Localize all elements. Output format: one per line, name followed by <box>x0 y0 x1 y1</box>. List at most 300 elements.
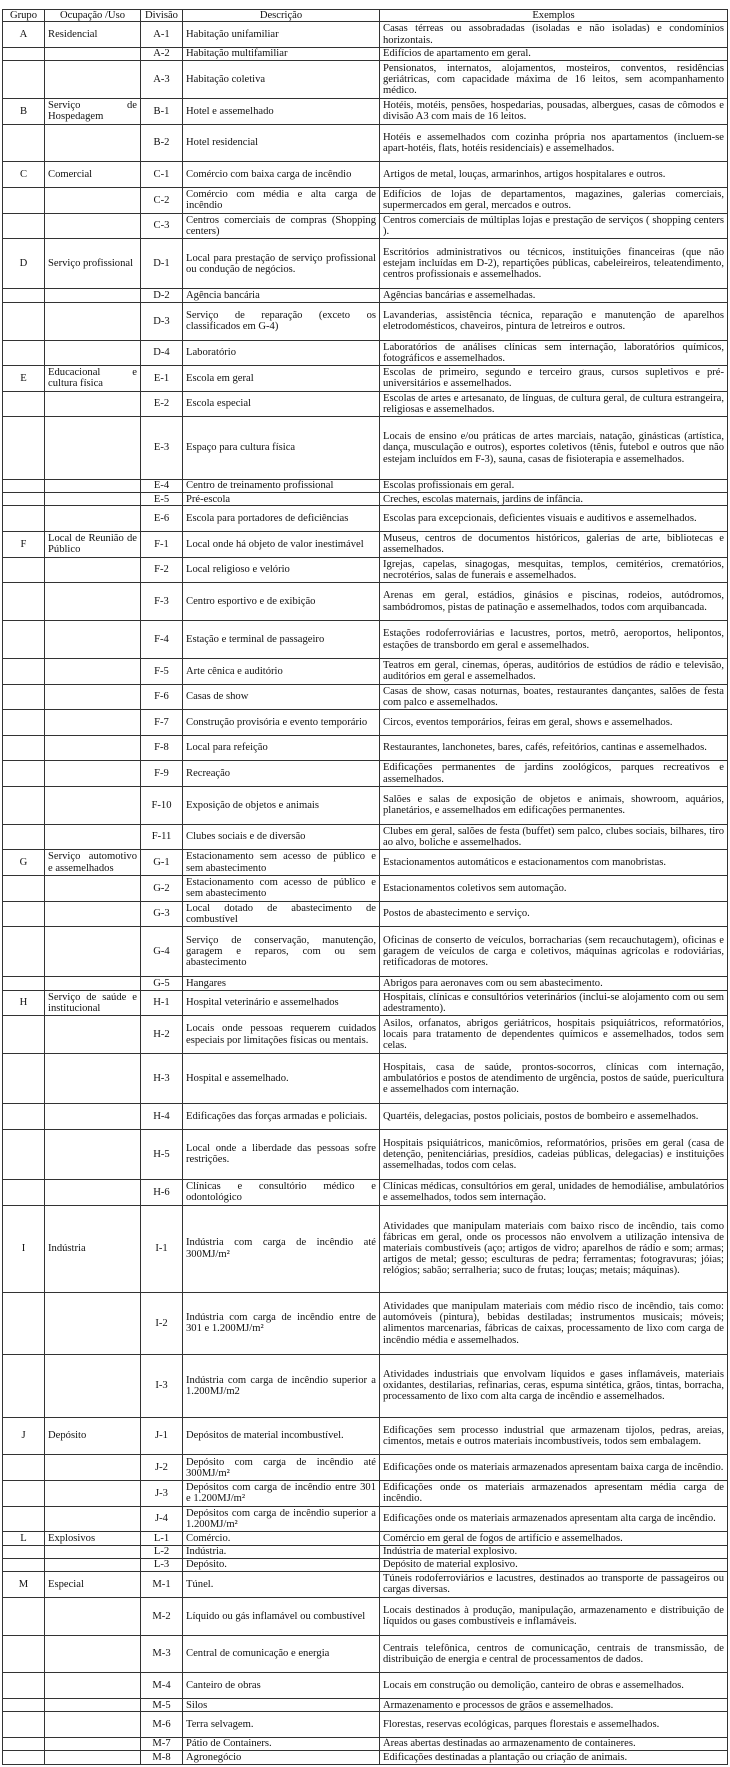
occupation-cell <box>45 786 141 824</box>
examples-cell: Locais de ensino e/ou práticas de artes marciais, natação, ginásticas (artística, dança, musculação e outros), esportes coletivos (tênis, futebol e outros que não estejam incluídos em F-3), sauna, casas de fisioterapia e assemelhados. <box>380 417 728 479</box>
occupation-cell: Indústria <box>45 1205 141 1292</box>
description-cell: Estação e terminal de passageiro <box>183 621 380 659</box>
description-cell: Centro esportivo e de exibição <box>183 583 380 621</box>
description-cell: Habitação unifamiliar <box>183 22 380 48</box>
group-cell <box>3 1737 45 1750</box>
group-cell <box>3 47 45 60</box>
occupation-cell: Residencial <box>45 22 141 48</box>
table-row <box>3 824 728 850</box>
description-cell: Silos <box>183 1699 380 1712</box>
description-cell: Habitação coletiva <box>183 61 380 99</box>
division-cell: C-1 <box>141 162 183 188</box>
division-cell: J-1 <box>141 1417 183 1455</box>
description-cell: Casas de show <box>183 684 380 710</box>
description-cell: Clubes sociais e de diversão <box>183 824 380 850</box>
table-row <box>3 1635 728 1673</box>
occupation-cell <box>45 1712 141 1738</box>
examples-cell: Asilos, orfanatos, abrigos geriátricos, hospitais psiquiátricos, reformatórios, locais para tratamento de dependentes químicos e assemelhados, todos sem celas. <box>380 1016 728 1054</box>
description-cell: Hospital e assemelhado. <box>183 1054 380 1104</box>
examples-cell: Florestas, reservas ecológicas, parques florestais e assemelhados. <box>380 1712 728 1738</box>
table-row <box>3 977 728 990</box>
occupation-cell <box>45 761 141 787</box>
examples-cell: Depósito de material explosivo. <box>380 1558 728 1571</box>
description-cell: Estacionamento sem acesso de público e sem abastecimento <box>183 850 380 876</box>
table-row <box>3 302 728 340</box>
group-cell <box>3 188 45 214</box>
description-cell: Laboratório <box>183 340 380 366</box>
occupation-cell <box>45 1597 141 1635</box>
division-cell: M-8 <box>141 1751 183 1765</box>
group-cell <box>3 824 45 850</box>
division-cell: H-4 <box>141 1104 183 1130</box>
examples-cell: Lavanderias, assistência técnica, reparação e manutenção de aparelhos eletrodomésticos, chaveiros, pintura de letreiros e outros. <box>380 302 728 340</box>
division-cell: G-4 <box>141 927 183 977</box>
table-body <box>3 22 728 1765</box>
table-row <box>3 1506 728 1532</box>
examples-cell: Agências bancárias e assemelhadas. <box>380 289 728 302</box>
examples-cell: Museus, centros de documentos históricos, galerias de arte, bibliotecas e assemelhados. <box>380 532 728 558</box>
description-cell: Agência bancária <box>183 289 380 302</box>
table-row <box>3 1699 728 1712</box>
division-cell: H-3 <box>141 1054 183 1104</box>
group-cell: C <box>3 162 45 188</box>
description-cell: Local onde há objeto de valor inestimável <box>183 532 380 558</box>
examples-cell: Túneis rodoferroviários e lacustres, destinados ao transporte de passageiros ou cargas diversas. <box>380 1572 728 1598</box>
table-row <box>3 391 728 417</box>
table-row <box>3 98 728 124</box>
division-cell: G-3 <box>141 901 183 927</box>
group-cell <box>3 302 45 340</box>
examples-cell: Edificações onde os materiais armazenados apresentam média carga de incêndio. <box>380 1481 728 1507</box>
division-cell: M-1 <box>141 1572 183 1598</box>
examples-cell: Edificações permanentes de jardins zoológicos, parques recreativos e assemelhados. <box>380 761 728 787</box>
occupation-cell: Educacional e cultura física <box>45 366 141 392</box>
description-cell: Local onde a liberdade das pessoas sofre restrições. <box>183 1129 380 1179</box>
table-row <box>3 239 728 289</box>
table-row <box>3 1205 728 1292</box>
examples-cell: Edifícios de lojas de departamentos, magazines, galerias comerciais, supermercados em geral, mercados e outros. <box>380 188 728 214</box>
occupation-cell <box>45 621 141 659</box>
occupancy-classification-table <box>2 9 728 1765</box>
examples-cell: Clubes em geral, salões de festa (buffet) sem palco, clubes sociais, bilhares, tiro ao alvo, boliche e assemelhados. <box>380 824 728 850</box>
division-cell: H-1 <box>141 990 183 1016</box>
table-row <box>3 1455 728 1481</box>
occupation-cell <box>45 1355 141 1417</box>
description-cell: Pré-escola <box>183 493 380 506</box>
table-row <box>3 61 728 99</box>
group-cell <box>3 1455 45 1481</box>
occupation-cell: Especial <box>45 1572 141 1598</box>
occupation-cell <box>45 188 141 214</box>
table-row <box>3 901 728 927</box>
table-row <box>3 786 728 824</box>
table-row <box>3 1751 728 1765</box>
table-row <box>3 684 728 710</box>
division-cell: D-2 <box>141 289 183 302</box>
table-row <box>3 658 728 684</box>
description-cell: Recreação <box>183 761 380 787</box>
group-cell <box>3 1635 45 1673</box>
group-cell <box>3 1292 45 1354</box>
division-cell: F-6 <box>141 684 183 710</box>
examples-cell: Teatros em geral, cinemas, óperas, auditórios de estúdios de rádio e televisão, auditórios em geral e assemelhados. <box>380 658 728 684</box>
table-row <box>3 1104 728 1130</box>
description-cell: Escola especial <box>183 391 380 417</box>
occupation-cell: Depósito <box>45 1417 141 1455</box>
division-cell: F-8 <box>141 735 183 761</box>
examples-cell: Estações rodoferroviárias e lacustres, portos, metrô, aeroportos, helipontos, estações de transbordo em geral e assemelhados. <box>380 621 728 659</box>
examples-cell: Creches, escolas maternais, jardins de infância. <box>380 493 728 506</box>
examples-cell: Pensionatos, internatos, alojamentos, mosteiros, conventos, residências geriátricas, com capacidade máxima de 16 leitos, sem acompanhamento médico. <box>380 61 728 99</box>
group-cell <box>3 493 45 506</box>
examples-cell: Indústria de material explosivo. <box>380 1545 728 1558</box>
header-exemplos: Exemplos <box>380 10 728 22</box>
division-cell: D-4 <box>141 340 183 366</box>
examples-cell: Laboratórios de análises clínicas sem internação, laboratórios químicos, fotográficos e assemelhados. <box>380 340 728 366</box>
description-cell: Arte cênica e auditório <box>183 658 380 684</box>
division-cell: M-6 <box>141 1712 183 1738</box>
table-row <box>3 532 728 558</box>
description-cell: Terra selvagem. <box>183 1712 380 1738</box>
description-cell: Clínicas e consultório médico e odontológico <box>183 1180 380 1206</box>
occupation-cell <box>45 1054 141 1104</box>
table-row <box>3 875 728 901</box>
occupation-cell: Serviço automotivo e assemelhados <box>45 850 141 876</box>
group-cell <box>3 786 45 824</box>
division-cell: E-5 <box>141 493 183 506</box>
examples-cell: Estacionamentos automáticos e estacionamentos com manobristas. <box>380 850 728 876</box>
occupation-cell: Serviço de saúde e institucional <box>45 990 141 1016</box>
description-cell: Serviço de conservação, manutenção, garagem e reparos, com ou sem abastecimento <box>183 927 380 977</box>
group-cell <box>3 391 45 417</box>
division-cell: E-4 <box>141 479 183 492</box>
group-cell <box>3 1751 45 1765</box>
group-cell: M <box>3 1572 45 1598</box>
table-row <box>3 990 728 1016</box>
examples-cell: Hotéis e assemelhados com cozinha própria nos apartamentos (incluem-se apart-hotéis, flats, hotéis residenciais) e assemelhados. <box>380 124 728 162</box>
description-cell: Escola em geral <box>183 366 380 392</box>
examples-cell: Escolas profissionais em geral. <box>380 479 728 492</box>
group-cell: I <box>3 1205 45 1292</box>
occupation-cell: Serviço de Hospedagem <box>45 98 141 124</box>
occupation-cell <box>45 1455 141 1481</box>
description-cell: Depósitos com carga de incêndio superior a 1.200MJ/m² <box>183 1506 380 1532</box>
table-row <box>3 289 728 302</box>
examples-cell: Hotéis, motéis, pensões, hospedarias, pousadas, albergues, casas de cômodos e divisão A3 com mais de 16 leitos. <box>380 98 728 124</box>
group-cell <box>3 61 45 99</box>
occupation-cell <box>45 1699 141 1712</box>
header-divisao: Divisão <box>141 10 183 22</box>
examples-cell: Locais destinados à produção, manipulação, armazenamento e distribuição de líquidos ou gases combustíveis e inflamáveis. <box>380 1597 728 1635</box>
table-row <box>3 493 728 506</box>
group-cell <box>3 761 45 787</box>
examples-cell: Edifícios de apartamento em geral. <box>380 47 728 60</box>
table-row <box>3 1673 728 1699</box>
table-row <box>3 735 728 761</box>
description-cell: Indústria com carga de incêndio entre de 301 e 1.200MJ/m² <box>183 1292 380 1354</box>
occupation-cell: Local de Reunião de Público <box>45 532 141 558</box>
header-descricao: Descrição <box>183 10 380 22</box>
examples-cell: Centrais telefônica, centros de comunicação, centrais de transmissão, de distribuição de energia e central de processamentos de dados. <box>380 1635 728 1673</box>
division-cell: F-4 <box>141 621 183 659</box>
group-cell <box>3 124 45 162</box>
examples-cell: Quartéis, delegacias, postos policiais, postos de bombeiro e assemelhados. <box>380 1104 728 1130</box>
examples-cell: Escritórios administrativos ou técnicos, instituições financeiras (que não estejam incluídas em D-2), repartições públicas, cabeleireiros, teleatendimento, centros profissionais e assemelhados. <box>380 239 728 289</box>
description-cell: Indústria com carga de incêndio superior a 1.200MJ/m2 <box>183 1355 380 1417</box>
group-cell <box>3 1016 45 1054</box>
description-cell: Estacionamento com acesso de público e sem abastecimento <box>183 875 380 901</box>
table-row <box>3 1481 728 1507</box>
division-cell: A-3 <box>141 61 183 99</box>
occupation-cell <box>45 977 141 990</box>
description-cell: Comércio com média e alta carga de incêndio <box>183 188 380 214</box>
table-row <box>3 927 728 977</box>
table-row <box>3 47 728 60</box>
occupation-cell <box>45 124 141 162</box>
group-cell: B <box>3 98 45 124</box>
group-cell <box>3 1712 45 1738</box>
occupation-cell <box>45 289 141 302</box>
occupation-cell <box>45 493 141 506</box>
occupation-cell <box>45 47 141 60</box>
examples-cell: Restaurantes, lanchonetes, bares, cafés, refeitórios, cantinas e assemelhados. <box>380 735 728 761</box>
table-row <box>3 761 728 787</box>
description-cell: Locais onde pessoas requerem cuidados especiais por limitações físicas ou mentais. <box>183 1016 380 1054</box>
description-cell: Indústria. <box>183 1545 380 1558</box>
examples-cell: Edificações onde os materiais armazenados apresentam alta carga de incêndio. <box>380 1506 728 1532</box>
occupation-cell <box>45 1129 141 1179</box>
table-row <box>3 366 728 392</box>
description-cell: Exposição de objetos e animais <box>183 786 380 824</box>
group-cell <box>3 927 45 977</box>
group-cell <box>3 213 45 239</box>
table-row <box>3 1712 728 1738</box>
group-cell <box>3 735 45 761</box>
table-row <box>3 621 728 659</box>
table-row <box>3 1545 728 1558</box>
occupation-cell <box>45 557 141 583</box>
group-cell <box>3 1597 45 1635</box>
description-cell: Comércio com baixa carga de incêndio <box>183 162 380 188</box>
table-row <box>3 213 728 239</box>
division-cell: I-3 <box>141 1355 183 1417</box>
division-cell: L-1 <box>141 1532 183 1545</box>
examples-cell: Locais em construção ou demolição, canteiro de obras e assemelhados. <box>380 1673 728 1699</box>
group-cell <box>3 1506 45 1532</box>
division-cell: G-1 <box>141 850 183 876</box>
examples-cell: Hospitais, clínicas e consultórios veterinários (inclui-se alojamento com ou sem adestramento). <box>380 990 728 1016</box>
occupation-cell <box>45 901 141 927</box>
examples-cell: Comércio em geral de fogos de artifício e assemelhados. <box>380 1532 728 1545</box>
occupation-cell <box>45 1751 141 1765</box>
examples-cell: Armazenamento e processos de grãos e assemelhados. <box>380 1699 728 1712</box>
examples-cell: Edificações onde os materiais armazenados apresentam baixa carga de incêndio. <box>380 1455 728 1481</box>
description-cell: Hospital veterinário e assemelhados <box>183 990 380 1016</box>
division-cell: F-1 <box>141 532 183 558</box>
table-row <box>3 162 728 188</box>
group-cell <box>3 1129 45 1179</box>
occupation-cell <box>45 710 141 736</box>
occupation-cell <box>45 61 141 99</box>
division-cell: A-2 <box>141 47 183 60</box>
group-cell: L <box>3 1532 45 1545</box>
examples-cell: Oficinas de conserto de veículos, borracharias (sem recauchutagem), oficinas e garagem de veículos de carga e coletivos, máquinas agrícolas e rodoviárias, retificadoras de motores. <box>380 927 728 977</box>
occupation-cell <box>45 417 141 479</box>
occupation-cell: Explosivos <box>45 1532 141 1545</box>
division-cell: M-4 <box>141 1673 183 1699</box>
description-cell: Comércio. <box>183 1532 380 1545</box>
group-cell <box>3 1180 45 1206</box>
description-cell: Agronegócio <box>183 1751 380 1765</box>
examples-cell: Centros comerciais de múltiplas lojas e prestação de serviços ( shopping centers ). <box>380 213 728 239</box>
description-cell: Indústria com carga de incêndio até 300MJ/m² <box>183 1205 380 1292</box>
description-cell: Habitação multifamiliar <box>183 47 380 60</box>
description-cell: Espaço para cultura física <box>183 417 380 479</box>
division-cell: E-3 <box>141 417 183 479</box>
description-cell: Depósito. <box>183 1558 380 1571</box>
group-cell <box>3 583 45 621</box>
table-row <box>3 850 728 876</box>
group-cell: A <box>3 22 45 48</box>
description-cell: Centro de treinamento profissional <box>183 479 380 492</box>
table-row <box>3 1558 728 1571</box>
group-cell <box>3 557 45 583</box>
occupation-cell <box>45 340 141 366</box>
description-cell: Local para prestação de serviço profissional ou condução de negócios. <box>183 239 380 289</box>
examples-cell: Arenas em geral, estádios, ginásios e piscinas, rodeios, autódromos, sambódromos, pistas de patinação e assemelhados, todos com arquibancada. <box>380 583 728 621</box>
examples-cell: Atividades que manipulam materiais com médio risco de incêndio, tais como: automóveis (pintura), bebidas destiladas; instrumentos musicais; móveis; alimentos marcenarias, fábricas de caixas, processamento de lixo com carga de incêndio média e assemelhados. <box>380 1292 728 1354</box>
description-cell: Depósito com carga de incêndio até 300MJ/m² <box>183 1455 380 1481</box>
division-cell: E-6 <box>141 506 183 532</box>
division-cell: J-2 <box>141 1455 183 1481</box>
division-cell: G-2 <box>141 875 183 901</box>
occupation-cell <box>45 583 141 621</box>
division-cell: H-6 <box>141 1180 183 1206</box>
examples-cell: Postos de abastecimento e serviço. <box>380 901 728 927</box>
examples-cell: Artigos de metal, louças, armarinhos, artigos hospitalares e outros. <box>380 162 728 188</box>
table-row <box>3 124 728 162</box>
table-row <box>3 1292 728 1354</box>
table-row <box>3 1016 728 1054</box>
description-cell: Líquido ou gás inflamável ou combustível <box>183 1597 380 1635</box>
occupation-cell <box>45 824 141 850</box>
group-cell: E <box>3 366 45 392</box>
occupation-cell <box>45 1104 141 1130</box>
table-row <box>3 1180 728 1206</box>
occupation-cell <box>45 1180 141 1206</box>
table-row <box>3 506 728 532</box>
occupation-cell: Comercial <box>45 162 141 188</box>
group-cell: F <box>3 532 45 558</box>
occupation-cell <box>45 875 141 901</box>
occupation-cell <box>45 927 141 977</box>
group-cell <box>3 340 45 366</box>
occupation-cell <box>45 213 141 239</box>
header-ocupacao: Ocupação /Uso <box>45 10 141 22</box>
examples-cell: Edificações sem processo industrial que armazenam tijolos, pedras, areias, cimentos, metais e outros materiais incombustíveis, todos sem embalagem. <box>380 1417 728 1455</box>
examples-cell: Clínicas médicas, consultórios em geral, unidades de hemodiálise, ambulatórios e assemelhados, todos sem internação. <box>380 1180 728 1206</box>
group-cell <box>3 1699 45 1712</box>
examples-cell: Salões e salas de exposição de objetos e animais, showroom, aquários, planetários, e assemelhados em edificações permanentes. <box>380 786 728 824</box>
division-cell: L-3 <box>141 1558 183 1571</box>
occupation-cell <box>45 1545 141 1558</box>
examples-cell: Áreas abertas destinadas ao armazenamento de containeres. <box>380 1737 728 1750</box>
division-cell: F-11 <box>141 824 183 850</box>
group-cell <box>3 875 45 901</box>
group-cell <box>3 1673 45 1699</box>
description-cell: Hotel residencial <box>183 124 380 162</box>
examples-cell: Casas térreas ou assobradadas (isoladas e não isoladas) e condomínios horizontais. <box>380 22 728 48</box>
group-cell <box>3 621 45 659</box>
description-cell: Centros comerciais de compras (Shopping centers) <box>183 213 380 239</box>
table-row <box>3 1054 728 1104</box>
division-cell: F-3 <box>141 583 183 621</box>
occupation-cell <box>45 1506 141 1532</box>
occupation-cell <box>45 735 141 761</box>
description-cell: Túnel. <box>183 1572 380 1598</box>
division-cell: E-2 <box>141 391 183 417</box>
group-cell <box>3 479 45 492</box>
group-cell <box>3 977 45 990</box>
occupation-cell <box>45 658 141 684</box>
division-cell: G-5 <box>141 977 183 990</box>
division-cell: I-1 <box>141 1205 183 1292</box>
examples-cell: Atividades industriais que envolvam líquidos e gases inflamáveis, materiais oxidantes, destilarias, refinarias, ceras, espuma sintética, grãos, tintas, borracha, processamento de lixo com alta carga de incêndio e assemelhados. <box>380 1355 728 1417</box>
examples-cell: Escolas para excepcionais, deficientes visuais e auditivos e assemelhados. <box>380 506 728 532</box>
examples-cell: Hospitais, casa de saúde, prontos-socorros, clínicas com internação, ambulatórios e postos de atendimento de urgência, postos de saúde, puericultura e assemelhados com internação. <box>380 1054 728 1104</box>
description-cell: Canteiro de obras <box>183 1673 380 1699</box>
occupation-cell <box>45 506 141 532</box>
occupation-cell <box>45 684 141 710</box>
group-cell <box>3 417 45 479</box>
division-cell: C-3 <box>141 213 183 239</box>
occupation-cell <box>45 479 141 492</box>
group-cell: J <box>3 1417 45 1455</box>
examples-cell: Escolas de artes e artesanato, de línguas, de cultura geral, de cultura estrangeira, religiosas e assemelhados. <box>380 391 728 417</box>
description-cell: Edificações das forças armadas e policiais. <box>183 1104 380 1130</box>
division-cell: I-2 <box>141 1292 183 1354</box>
table-row <box>3 583 728 621</box>
occupation-cell <box>45 1558 141 1571</box>
group-cell <box>3 289 45 302</box>
table-row <box>3 557 728 583</box>
examples-cell: Hospitais psiquiátricos, manicômios, reformatórios, prisões em geral (casa de detenção, penitenciárias, presídios, cadeias públicas, delegacias) e instituições assemelhadas, todos com celas. <box>380 1129 728 1179</box>
group-cell <box>3 1054 45 1104</box>
examples-cell: Igrejas, capelas, sinagogas, mesquitas, templos, cemitérios, crematórios, necrotérios, salas de funerais e assemelhados. <box>380 557 728 583</box>
division-cell: J-4 <box>141 1506 183 1532</box>
group-cell <box>3 1558 45 1571</box>
group-cell <box>3 506 45 532</box>
description-cell: Central de comunicação e energia <box>183 1635 380 1673</box>
occupation-cell <box>45 1481 141 1507</box>
division-cell: M-5 <box>141 1699 183 1712</box>
division-cell: M-7 <box>141 1737 183 1750</box>
table-header-row <box>3 10 728 22</box>
examples-cell: Abrigos para aeronaves com ou sem abastecimento. <box>380 977 728 990</box>
group-cell: D <box>3 239 45 289</box>
division-cell: F-10 <box>141 786 183 824</box>
table-row <box>3 1597 728 1635</box>
division-cell: D-3 <box>141 302 183 340</box>
description-cell: Depósitos de material incombustível. <box>183 1417 380 1455</box>
table-row <box>3 1417 728 1455</box>
division-cell: D-1 <box>141 239 183 289</box>
occupation-cell <box>45 1737 141 1750</box>
division-cell: H-5 <box>141 1129 183 1179</box>
table-row <box>3 1129 728 1179</box>
division-cell: F-9 <box>141 761 183 787</box>
examples-cell: Casas de show, casas noturnas, boates, restaurantes dançantes, salões de festa com palco e assemelhados. <box>380 684 728 710</box>
